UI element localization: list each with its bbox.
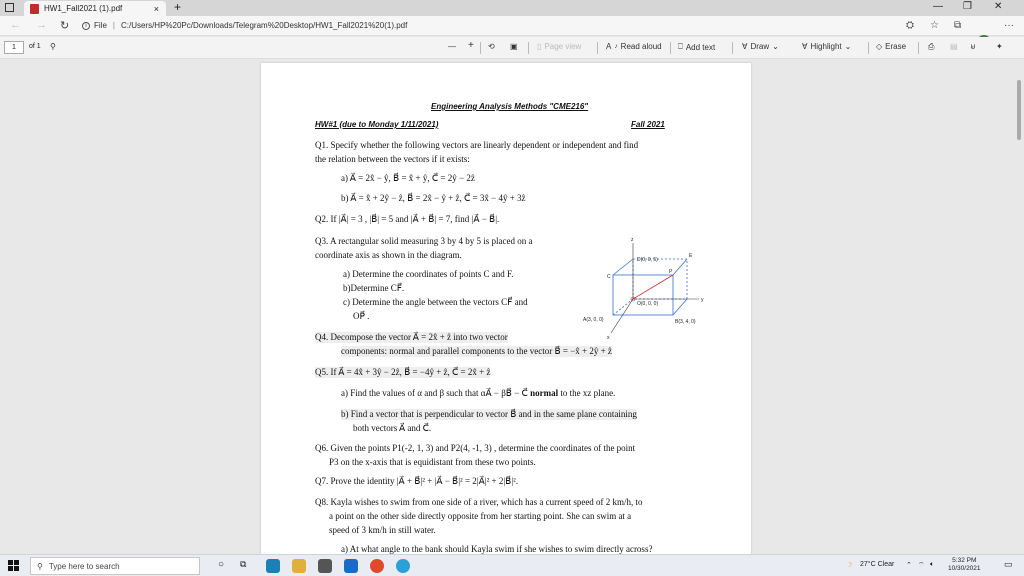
taskbar-search[interactable] (30, 557, 200, 575)
op-vector (633, 275, 673, 299)
rotate-icon[interactable]: ⟲ (488, 42, 495, 51)
divider (670, 42, 671, 54)
more-icon[interactable]: ··· (1004, 20, 1014, 31)
q5-a (341, 388, 615, 399)
doc-title: Engineering Analysis Methods "CME216" (431, 102, 589, 111)
save-as-icon[interactable]: ⊌ (970, 42, 976, 51)
save-icon[interactable]: ▤ (950, 42, 958, 51)
cortana-icon[interactable]: ○ (218, 559, 225, 570)
label-z: z (631, 237, 634, 243)
page-view-button[interactable]: ▯ Page view (537, 42, 582, 51)
label-x: x (607, 335, 610, 341)
q4-line1: Q4. Decompose the vector A⃗ = 2x̂ + ẑ into two vector (315, 332, 508, 342)
pdf-file-icon (30, 4, 39, 14)
collections-icon[interactable]: ⧉ (954, 20, 962, 31)
q5: Q5. If A⃗ = 4x̂ + 3ŷ − 2ẑ, B⃗ = −4ŷ + ẑ, C⃗ = 2x̂ + ẑ (315, 367, 491, 377)
q8-line1: Q8. Kayla wishes to swim from one side of a river, which has a current speed of 2 km/h, to (315, 497, 643, 507)
search-icon: ⚲ (37, 561, 43, 571)
url-text: C:/Users/HP%20Pc/Downloads/Telegram%20Desktop/HW1_Fall2021%20(1).pdf (120, 21, 408, 30)
favorites-icon[interactable]: ☆ (930, 20, 939, 31)
date: 10/30/2021 (948, 565, 981, 572)
pdf-toolbar (0, 37, 1024, 59)
browser-tab[interactable] (24, 1, 166, 16)
window-menu-icon[interactable] (5, 3, 14, 12)
zoom-out-button[interactable]: — (448, 42, 456, 51)
chrome-icon[interactable] (370, 559, 384, 573)
q3-c1: c) Determine the angle between the vectors CF⃗ and (343, 297, 528, 307)
file-label: File (94, 21, 107, 30)
q1-b: b) A⃗ = x̂ + 2ŷ − ẑ, B⃗ = 2x̂ − ŷ + ẑ, C⃗ = 3x̂ − 4ŷ + 3ẑ (341, 193, 526, 203)
box-back-face (633, 259, 687, 299)
q2: Q2. If |A⃗| = 3 , |B⃗| = 5 and |A⃗ + B⃗| = 7, find |A⃗ − B⃗|. (315, 214, 500, 224)
back-icon[interactable]: ← (10, 19, 21, 31)
q8-line2: a point on the other side directly opposite from her starting point. She can swim at a (329, 511, 632, 521)
label-p: P (669, 269, 673, 275)
box-edge (673, 259, 687, 275)
rectangular-solid-diagram (561, 233, 711, 343)
print-icon[interactable]: ⎙ (928, 42, 935, 51)
label-d: D(0, 0, 5) (637, 257, 658, 263)
forward-icon[interactable]: → (36, 19, 47, 31)
q3-line2: coordinate axis as shown in the diagram. (315, 250, 462, 260)
clock[interactable] (948, 557, 981, 573)
edge-icon[interactable] (266, 559, 280, 573)
address-bar (0, 16, 1024, 36)
label-o: O(0, 0, 0) (637, 301, 659, 307)
q1-line2: the relation between the vectors if it exists: (315, 154, 470, 164)
label-a: A(3, 0, 0) (583, 317, 604, 323)
read-mode-icon[interactable]: ⛭ (906, 20, 914, 31)
q7: Q7. Prove the identity |A⃗ + B⃗|² + |A⃗ − B⃗|² = 2|A⃗|² + 2|B⃗|². (315, 476, 519, 486)
scrollbar-thumb[interactable] (1017, 80, 1021, 140)
weather-text[interactable]: 27°C Clear (860, 561, 895, 568)
highlight-label: Highlight (810, 42, 842, 51)
file-explorer-icon[interactable] (292, 559, 306, 573)
search-placeholder: Type here to search (48, 561, 120, 571)
divider (918, 42, 919, 54)
page-number-input[interactable]: 1 (4, 41, 24, 54)
fit-page-icon[interactable]: ▣ (510, 42, 518, 51)
draw-button[interactable]: ∀ Draw ⌄ (742, 42, 779, 51)
q5-a-bold: normal (530, 388, 559, 398)
q6-line1: Q6. Given the points P1(-2, 1, 3) and P2(4, -1, 3) , determine the coordinates of the point (315, 443, 636, 453)
pin-icon[interactable]: ✦ (996, 42, 1003, 51)
box-edge (613, 259, 633, 275)
q1-a: a) A⃗ = 2x̂ − ŷ, B⃗ = x̂ + ŷ, C⃗ = 2ŷ − 2ẑ (341, 173, 475, 183)
tray-chevron-icon[interactable]: ⌃ (906, 562, 912, 569)
page-count: of 1 (29, 43, 41, 50)
taskbar (0, 554, 1024, 576)
minimize-icon[interactable]: — (933, 1, 943, 12)
draw-label: Draw (750, 42, 770, 51)
start-button[interactable] (8, 560, 19, 571)
read-aloud-label: Read aloud (620, 42, 662, 51)
q5-b1: b) Find a vector that is perpendicular to vector B⃗ and in the same plane containing (341, 409, 637, 419)
refresh-icon[interactable]: ↻ (60, 20, 70, 32)
close-window-icon[interactable]: ✕ (994, 1, 1003, 12)
q3-a: a) Determine the coordinates of points C and F. (343, 269, 514, 279)
hw-line: HW#1 (due to Monday 1/11/2021) (315, 120, 439, 129)
time: 5:32 PM (952, 557, 977, 564)
highlight-button[interactable]: ∀ Highlight ⌄ (802, 42, 852, 51)
q8-line3: speed of 3 km/h in still water. (329, 525, 436, 535)
label-e: E (689, 253, 693, 259)
maximize-icon[interactable]: ❐ (963, 1, 972, 12)
pdf-viewer[interactable] (0, 60, 1024, 554)
divider (528, 42, 529, 54)
info-icon[interactable]: i (82, 22, 90, 30)
q3-c2: OP⃗ . (353, 311, 370, 321)
mail-icon[interactable] (344, 559, 358, 573)
pdf-page (261, 63, 751, 554)
box-front-face (613, 275, 673, 315)
q4-line2: components: normal and parallel components to the vector B⃗ = −x̂ + 2ŷ + ẑ (341, 346, 612, 356)
erase-label: Erase (885, 42, 907, 51)
tab-close-icon[interactable]: × (153, 3, 159, 14)
tab-title: HW1_Fall2021 (1).pdf (44, 4, 123, 13)
scrollbar[interactable] (1016, 60, 1022, 554)
search-icon[interactable]: ⚲ (50, 42, 56, 51)
q5-b2: both vectors A⃗ and C⃗. (353, 423, 432, 433)
volume-icon[interactable]: 🔈︎ (930, 561, 935, 568)
q3-b: b)Determine CF⃗. (343, 283, 405, 293)
q3-line1: Q3. A rectangular solid measuring 3 by 4 by 5 is placed on a (315, 236, 533, 246)
label-y: y (701, 297, 704, 303)
box-edge (613, 299, 633, 315)
page-view-label: Page view (544, 42, 582, 51)
add-text-label: Add text (685, 42, 716, 52)
notification-icon[interactable]: ▭ (1004, 559, 1013, 569)
new-tab-button[interactable]: + (174, 0, 182, 14)
tab-bar (0, 0, 1024, 16)
network-icon[interactable]: ⌔ (918, 562, 925, 569)
q8-a: a) At what angle to the bank should Kayla swim if she wishes to swim directly across? (341, 544, 653, 554)
term: Fall 2021 (631, 120, 665, 129)
label-c: C (607, 274, 611, 280)
read-aloud-button[interactable]: A ♪ Read aloud (606, 42, 662, 51)
q5-a-pre: a) Find the values of α and β such that αA⃗ − βB⃗ − C⃗ (341, 388, 531, 398)
store-icon[interactable] (318, 559, 332, 573)
x-axis (611, 299, 633, 333)
add-text-button[interactable]: ⎕ Add text (678, 42, 716, 52)
divider (480, 42, 481, 54)
weather-icon: ☽ (846, 562, 853, 569)
url-separator: | (112, 21, 115, 30)
q5-a-post: to the xz plane. (558, 388, 616, 398)
zoom-in-button[interactable]: + (468, 40, 474, 51)
erase-button[interactable]: ◇ Erase (876, 42, 907, 51)
divider (868, 42, 869, 54)
divider (597, 42, 598, 54)
divider (732, 42, 733, 54)
url-field[interactable] (82, 18, 832, 33)
q1-line1: Q1. Specify whether the following vectors are linearly dependent or independent and find (315, 140, 639, 150)
box-edge (673, 299, 687, 315)
telegram-icon[interactable] (396, 559, 410, 573)
task-view-icon[interactable]: ⧉ (240, 559, 247, 569)
q6-line2: P3 on the x-axis that is equidistant from these two points. (329, 457, 536, 467)
label-b: B(3, 4, 0) (675, 319, 696, 325)
